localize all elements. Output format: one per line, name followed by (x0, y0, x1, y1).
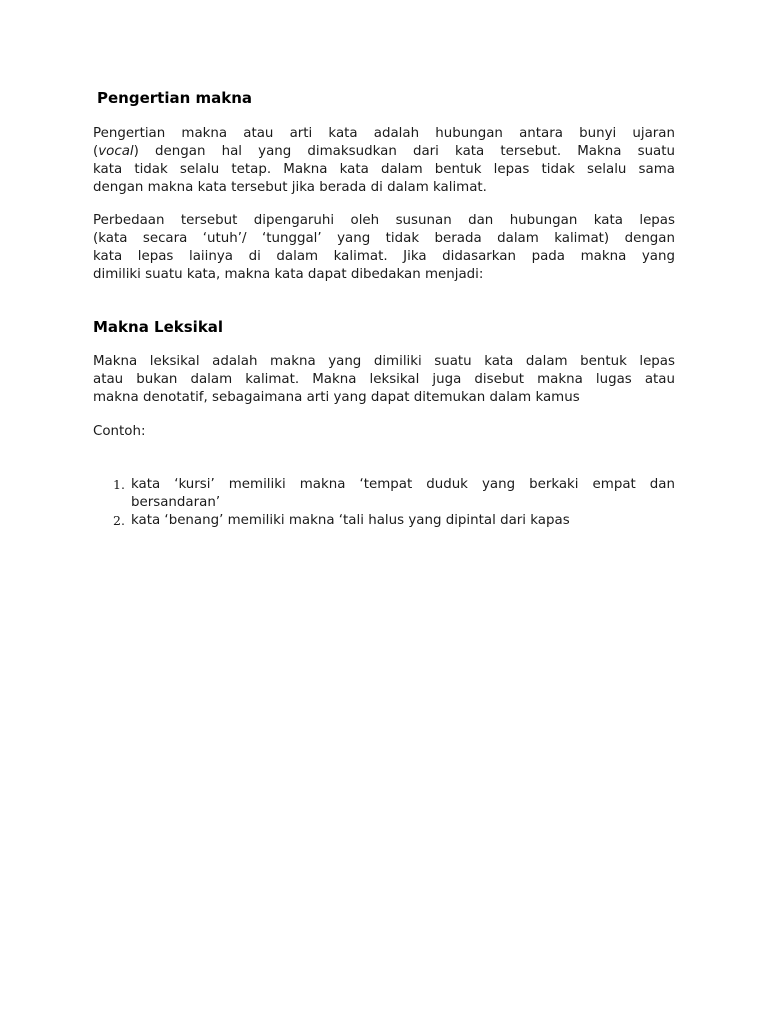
text-line: kata lepas laiinya di dalam kalimat. Jika didasarkan pada makna yang (93, 249, 675, 264)
text-line: bersandaran’ (131, 495, 221, 510)
list-item (113, 476, 675, 512)
contoh-label: Contoh: (93, 424, 146, 439)
list-number: 1. (113, 477, 125, 492)
list-item (113, 512, 675, 530)
text-line: dimiliki suatu kata, makna kata dapat dibedakan menjadi: (93, 267, 484, 282)
italic-term: vocal (98, 144, 134, 159)
heading-pengertian-makna: Pengertian makna (97, 89, 253, 107)
text-line: kata tidak selalu tetap. Makna kata dalam bentuk lepas tidak selalu sama (93, 162, 675, 177)
text-line: (kata secara ‘utuh’/ ‘tunggal’ yang tidak berada dalam kalimat) dengan (93, 231, 675, 246)
text-line (93, 143, 675, 161)
examples-list (113, 476, 675, 530)
text-line: makna denotatif, sebagaimana arti yang dapat ditemukan dalam kamus (93, 390, 580, 405)
text-line: Perbedaan tersebut dipengaruhi oleh susunan dan hubungan kata lepas (93, 213, 675, 228)
list-number: 2. (113, 513, 125, 528)
text-line: atau bukan dalam kalimat. Makna leksikal juga disebut makna lugas atau (93, 372, 675, 387)
paragraph-leksikal (93, 353, 675, 407)
text-line: dengan makna kata tersebut jika berada di dalam kalimat. (93, 180, 487, 195)
text-segment: ( (93, 144, 99, 159)
paragraph-definition (93, 125, 675, 197)
text-segment: ) dengan hal yang dimaksudkan dari kata tersebut. Makna suatu (133, 144, 675, 159)
heading-makna-leksikal: Makna Leksikal (93, 318, 224, 336)
text-line: kata ‘kursi’ memiliki makna ‘tempat duduk yang berkaki empat dan (131, 477, 675, 492)
paragraph-difference (93, 212, 675, 284)
text-line: kata ‘benang’ memiliki makna ‘tali halus yang dipintal dari kapas (131, 513, 570, 528)
text-line: Makna leksikal adalah makna yang dimiliki suatu kata dalam bentuk lepas (93, 354, 675, 369)
text-line: Pengertian makna atau arti kata adalah hubungan antara bunyi ujaran (93, 126, 675, 141)
